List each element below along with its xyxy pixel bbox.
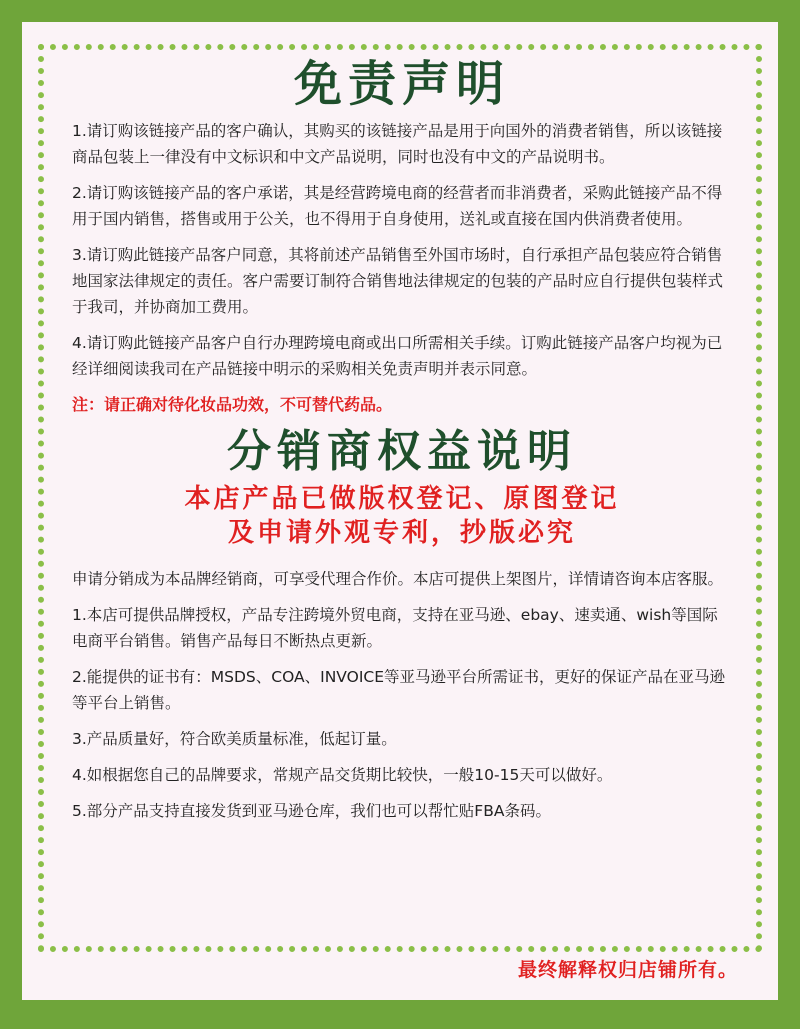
distribution-item-4: 4.如根据您自己的品牌要求，常规产品交货期比较快，一般10-15天可以做好。 <box>72 766 613 784</box>
disclaimer-item-4: 4.请订购此链接产品客户自行办理跨境电商或出口所需相关手续。订购此链接产品客户均视为已经详细阅读我司在产品链接中明示的采购相关免责声明并表示同意。 <box>72 334 723 378</box>
copyright-line-2: 及申请外观专利，抄版必究 <box>227 518 576 548</box>
disclaimer-item-3: 3.请订购此链接产品客户同意，其将前述产品销售至外国市场时，自行承担产品包装应符合销售地国家法律规定的责任。客户需要订制符合销售地法律规定的包装的产品时应自行提供包装样式于我司，并协商加工费用。 <box>72 246 724 316</box>
copyright-line-1: 本店产品已做版权登记、原图登记 <box>184 484 620 514</box>
distribution-item-3: 3.产品质量好，符合欧美质量标准，低起订量。 <box>72 730 397 748</box>
disclaimer-item-1: 1.请订购该链接产品的客户确认，其购买的该链接产品是用于向国外的消费者销售，所以该链接商品包装上一律没有中文标识和中文产品说明，同时也没有中文的产品说明书。 <box>72 122 723 166</box>
distribution-item-5: 5.部分产品支持直接发货到亚马逊仓库，我们也可以帮忙贴FBA条码。 <box>72 802 551 820</box>
cosmetics-note: 注：请正确对待化妆品功效，不可替代药品。 <box>72 395 393 414</box>
distribution-intro: 申请分销成为本品牌经销商，可享受代理合作价。本店可提供上架图片，详情请咨询本店客服。 <box>72 570 724 588</box>
footer-rights: 最终解释权归店铺所有。 <box>517 959 738 981</box>
disclaimer-title: 免责声明 <box>293 56 510 112</box>
distribution-item-1: 1.本店可提供品牌授权，产品专注跨境外贸电商，支持在亚马逊、ebay、速卖通、wish等国际电商平台销售。销售产品每日不断热点更新。 <box>72 606 718 650</box>
copyright-notice <box>72 482 732 550</box>
document-page <box>22 22 778 1000</box>
disclaimer-item-2: 2.请订购该链接产品的客户承诺，其是经营跨境电商的经营者而非消费者，采购此链接产品不得用于国内销售，搭售或用于公关，也不得用于自身使用，送礼或直接在国内供消费者使用。 <box>72 184 723 228</box>
distribution-item-2: 2.能提供的证书有：MSDS、COA、INVOICE等亚马逊平台所需证书，更好的保证产品在亚马逊等平台上销售。 <box>72 668 726 712</box>
distribution-title: 分销商权益说明 <box>227 426 577 477</box>
document-content <box>72 54 732 834</box>
